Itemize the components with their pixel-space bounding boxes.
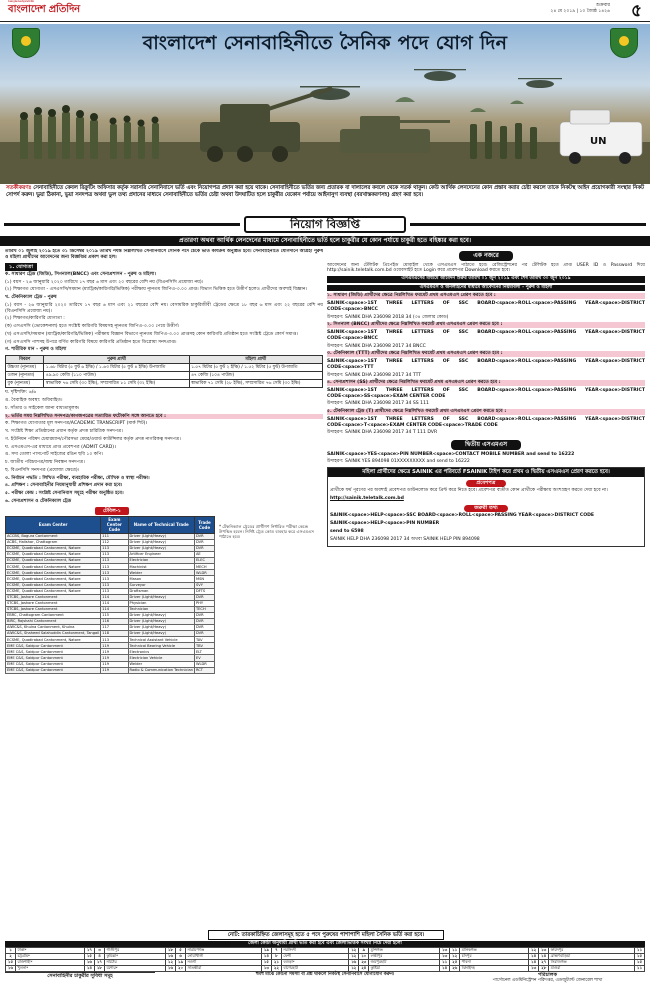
table-cell: ঝিনাইদহ [460,966,529,972]
table-cell: ৪৭ কেজি (১০৪ পাউন্ড) [189,372,322,380]
document-item: ক. শিক্ষাগত যোগ্যতার মূল সনদপত্র/ACADEMIC TRANSCRIPT (মার্ক শিট)। [5,421,148,427]
table-cell: ১.৫৭ মিটার (৫ ফুট ২ ইঞ্চি) / ১.৫২ মিটার (৫ ফুট) উপজাতি [189,364,322,372]
at-a-glance-text: আবেদনের জন্য টেলিটক প্রিপেইড মোবাইল থেকে এসএমএস পাঠাতে হবে। রেজিস্ট্রেশনের পর টেলিটক হতে প্রাপ্ত USER ID ও Password দিয়ে http://sainik.teletalk.com.bd ওয়েবসাইট হতে Login করে প্রবেশপত্র Download করতে হবে। [327,262,645,274]
table-cell: স্বাভাবিক ৭১ সেমি (২৮ ইঞ্চি), সম্প্রসারিত ৭৬ সেমি (৩০ ইঞ্চি) [189,380,322,388]
table-cell: মানিকগঞ্জ [460,948,529,954]
ss-sms-example: উদাহরণ: SAINIK DHA 236098 2017 34 SS 111 [327,401,429,407]
table-cell: STCBS, Jashore Cantonment [6,606,101,612]
table-cell: Driver (Light/Heavy) [128,625,194,631]
table-cell: খুলনা* [16,966,85,972]
technical-education-c: (গ) এসএসসি পাশসহ উপরে বর্ণিত কারিগরি বিষয়ে কারিগরি প্রতিষ্ঠান হতে ডিপ্লোমা সনদপ্রাপ্ত। [5,339,177,345]
table-cell: Electrician Vehicle [128,655,194,661]
table-cell: ECSME, Quadirabad Cantonment, Natore [6,552,101,558]
table-cell: ২৩ [359,960,369,966]
notice-title: নিয়োগ বিজ্ঞপ্তি [244,216,406,233]
technical-education-a: (ক) এসএসসি (ভোকেশনাল) হতে সংশ্লিষ্ট কারিগরি বিষয়সহ ন্যূনতম জিপিএ-৩.০০ পেয়ে উত্তীর্ণ। [5,324,180,330]
table-cell: ১৯ [261,948,271,954]
table-cell: সিরাজগঞ্জ [549,960,635,966]
table-cell: Physician [128,600,194,606]
training: ৪. প্রশিক্ষণ : সেনাবাহিনীর নিয়মানুযায়ী প্রশিক্ষণ প্রদান করা হবে। [5,483,123,489]
table-cell: DVR [194,625,214,631]
marital-status: ঙ. বৈবাহিক অবস্থা: অবিবাহিত। [5,398,63,404]
table-cell: ECSME, Quadirabad Cantonment, Natore [6,588,101,594]
table-cell: 111 [101,533,128,539]
table-cell: 119 [101,655,128,661]
technical-trade-section: ৬. সেনাপ্রশাসন ও টেকনিক্যাল ট্রেড [5,498,72,504]
physical-standard-heading: গ. শারীরিক মান - পুরুষ ও মহিলা [5,347,67,353]
table-cell: নরসিংদী [281,948,348,954]
ttt-sms-example: উদাহরণ: SAINIK DHA 236098 2017 34 TTT [327,372,422,378]
table-cell: ওজন (ন্যূনতম) [6,372,44,380]
help-send-number: send to 6598 [330,528,364,534]
table-cell: Driver (Light/Heavy) [128,546,194,552]
table-cell: ১৬ [6,966,16,972]
helpline-box: হুবহু মাঝে কোনো সমস্যা বা প্রশ্ন থাকলে নিকটস্থ সেনানিবাসে যোগাযোগ করুন। [255,972,395,977]
table-cell: ১৩ [440,948,450,954]
bncc-sms-heading: ২. সিগন্যাল (BNCC) প্রার্থীদের ক্ষেত্রে নিম্নলিখিত ফরমেট প্রথম এসএমএস প্রেরণ করতে হবে : [327,322,645,328]
table-cell: ৭ [271,948,281,954]
table-cell: 118 [101,631,128,637]
table-cell: ১৪ [539,954,549,960]
table-cell: ECSME, Quadirabad Cantonment, Natore [6,558,101,564]
table-cell: DVR [194,631,214,637]
physical-standard-table [5,355,323,388]
table-header: Trade Code [194,516,214,533]
table-cell: ১২ [450,954,460,960]
table-cell: ১২ [165,960,175,966]
table-cell: ELT [194,649,214,655]
quota-header: জেলা কোটা অনুযায়ী প্রার্থী ভর্তি করা হবে এবং জেলাভিত্তিক সংখ্যা নিচে দেয়া হলো [5,941,645,947]
ss-sms-heading: ৪. সেনাপ্রশাসন (SS) প্রার্থীদের ক্ষেত্রে নিম্নলিখিত ফরমেট প্রথম এসএমএস প্রেরণ করতে হবে : [327,380,645,386]
website-link[interactable]: http://sainik.teletalk.com.bd [330,496,404,502]
table-cell: ২৫ [450,960,460,966]
second-sms-heading: দ্বিতীয় এসএমএস [451,440,521,450]
table-cell: Electrician [128,558,194,564]
table-cell: Welder [128,661,194,667]
table-cell: EME C&S, Saidpur Cantonment [6,643,101,649]
table-row [6,667,215,673]
warning-text: সেনাবাহিনীতে কেবল রিক্রুটিং অফিসার কর্তৃক সরাসরি সেনানিবাসে ভর্তি এবং নিয়োগপত্র প্রদান করা হয়ে থাকে। সেনাবাহিনীতে ভর্তির জন্য প্রতারক বা দালালের কবলে থেকে সতর্ক থাকুন। কেউ আর্থিক লেনদেনের কোন প্রস্তাব করার চেষ্টা করলে তাকে নিকটস্থ আইন প্রয়োগকারী সংস্থার নিকট সোপর্দ করুন। [6,185,644,198]
table-cell: DVR [194,618,214,624]
table-cell: চাঁদপুর [460,954,529,960]
table-cell: ১৬ [165,966,175,972]
table-cell: ACCBS, Bogura Cantonment [6,533,101,539]
table-cell: TAV [194,637,214,643]
table-cell: AIWC&S, Khulna Cantonment, Khulna [6,625,101,631]
table-cell: কুষ্টিয়া [369,966,440,972]
table-cell: ECSME, Quadirabad Cantonment, Natore [6,546,101,552]
intro-text: তারিখ ০১ জুলাই ২০১৯ হতে ৩১ ডিসেম্বর ২০১৯ তারিখ পর্যন্ত নিম্নলিখিত সেনানিবাসে সৈনিক পদে চেকে ভর্তি কার্যক্রম অনুষ্ঠিত হবে। সেনাবাহিনীতে যোগদানে আগ্রহী পুরুষ ও মহিলা প্রার্থীদের আবেদনের জন্য বিজ্ঞপ্তির প্রকাশ করা হল। [5,249,323,260]
table-cell: লক্ষীপুর [369,954,440,960]
quota-body [6,948,645,972]
table-cell: ১২ [349,966,359,972]
table-cell: ২১ [271,960,281,966]
table-cell: 113 [101,570,128,576]
document-item: গ. ইউনিয়ন পরিষদ চেয়ারম্যান/পৌরসভা মেয়র/ওয়ার্ড কাউন্সিলর কর্তৃক প্রদত্ত নাগরিকত্ব সনদপত্র। [5,436,181,442]
table-cell: 114 [101,594,128,600]
table-cell: ১৪ [529,954,539,960]
district-quota-table [5,947,645,972]
table-cell: ব্রাহ্মণবাড়িয়া [549,954,635,960]
table-cell: 115 [101,612,128,618]
ttt-sms-format: SAINIK<space>1ST THREE LETTERS OF SSC BOARD<space>ROLL<space>PASSING YEAR<space>DISTRICT CODE<space>TTT [327,359,645,370]
warning-lead: সতর্কীকরণঃ [6,185,32,191]
table-cell: ৬ [175,954,185,960]
table-cell: Radio & Communication Technician [129,667,193,672]
table-cell: EV [194,655,214,661]
table-cell: Driver (Light/Heavy) [128,539,194,545]
table-cell: ১৬ [349,960,359,966]
eyesight: ঘ. দৃষ্টিশক্তি: ৬/৬ [5,390,37,396]
table-cell: PHY [194,600,214,606]
table-row [6,380,323,388]
female-candidate-box [327,467,645,547]
table-cell: Driver (Light/Heavy) [128,594,194,600]
hero-image [0,24,650,184]
table-cell: ১৯ [175,960,185,966]
table-cell: স্বাভাবিক ৭৬ সেমি (৩০ ইঞ্চি), সম্প্রসারিত ৮১ সেমি (৩২ ইঞ্চি) [44,380,189,388]
table-cell: SVY [194,582,214,588]
admit-card-text: প্রার্থীকে ফর্ম পূরণের পর অবশ্যই প্রবেশপত্র ডাউনলোড করে প্রিন্ট করে নিতে হবে। প্রবেশপত্র ব্যতীত কোন প্রার্থীকে পরীক্ষায় অংশগ্রহণ করতে দেয়া হবে না। [330,488,608,494]
table-cell: 119 [101,661,128,667]
document-item: চ. জাতীয় পরিচয়পত্র/জন্ম নিবন্ধন সনদপত্র। [5,460,85,466]
table-cell: ১৫ [84,954,94,960]
table-cell: 113 [101,552,128,558]
table-cell: ১ [6,948,16,954]
issuer-name: পার্সোনেল এডমিনিস্ট্রেশন পরিদপ্তর, এডজুট্যান্ট জেনারেল শাখা [492,978,603,984]
table-cell: ECSME, Quadirabad Cantonment, Natore [6,576,101,582]
documents-heading: ২. ভর্তির সময় নিম্নলিখিত সনদপত্র/কাগজপত্রের সত্যায়িত ফটোকপি সঙ্গে আনতে হবে : [5,414,323,420]
table-cell: ঢাকা* [16,948,85,954]
gd-sms-example: উদাহরণ: SAINIK DHA 236098 2018 34 (৩৪ জেলার কোড) [327,314,449,320]
sms-date-heading: এসএমএসের মাধ্যমে আবেদন শুরুর তারিখ ০১ জুন ২০১৯ এবং শেষ তারিখ ৩০ জুন ২০১৯ [327,276,645,283]
ttt-sms-heading: ৩. টেকনিক্যাল (TTT) প্রার্থীদের ক্ষেত্রে নিম্নলিখিত ফরমেট প্রথম এসএমএস প্রেরণ করতে হবে : [327,351,645,357]
table-cell: ৫ [175,948,185,954]
table-cell: ১৬ [84,960,94,966]
table-cell: DVR [194,594,214,600]
table-cell: DVR [194,539,214,545]
newspaper-logo [8,0,80,17]
table-cell: Driver (Light/Heavy) [128,533,194,539]
t-sms-heading: ৫. টেকনিক্যাল ট্রেড (T) প্রার্থীদের ক্ষেত্রে নিম্নলিখিত ফরমেট প্রথম এসএমএস প্রেরণ করতে হবে : [327,409,645,415]
table-cell: গাজীপুর [104,948,165,954]
table-cell: 113 [101,588,128,594]
table-cell: ১৮ [165,948,175,954]
table-cell: ১৭ [94,960,104,966]
table-cell: DVR [194,546,214,552]
benefits-box [5,972,155,982]
table-cell: রাজশাহী* [16,960,85,966]
t-sms-example: উদাহরণ: SAINIK DHA 236098 2017 34 T 111 DVR [327,430,438,436]
table-cell: ECSME, Quadirabad Cantonment, Natore [6,564,101,570]
table-cell: Mason [128,576,194,582]
left-column [5,249,323,929]
table-cell: Artificer Engineer [128,552,194,558]
masthead [0,0,650,22]
table-cell: AIWC&S, Shaheed Salahuddin Cantonment, Tangail [7,631,100,636]
table-cell: MSN [194,576,214,582]
issuer-role: পরিচালক [538,972,557,978]
table-cell: ১৫ [6,960,16,966]
table-cell: ECSME, Quadirabad Cantonment, Natore [6,582,101,588]
table-cell: 114 [101,600,128,606]
table-cell: পাবনা [460,960,529,966]
army-emblem-right-icon [610,28,638,58]
table-header: বিবরণ [6,356,44,364]
bncc-sms-example: উদাহরণ: SAINIK DHA 236098 2017 34 BNCC [327,343,426,349]
important-info-heading: জরুরী তথ্য [464,505,508,513]
issue-date: ২৪ মে ২০১৯ | ১০ জ্যৈষ্ঠ ১৪২৬ [550,8,610,14]
table-cell: TECH [194,606,214,612]
table-cell: ২ [6,954,16,960]
table-cell: BIRC, Rajshahi Cantonment [6,618,101,624]
table-cell: Technical Assistant Vehicle [128,637,194,643]
table-cell: ১৩ [440,954,450,960]
table-cell: WLDR [194,570,214,576]
table-cell: সাতক্ষীরা [185,966,261,972]
table-cell: EME C&S, Saidpur Cantonment [6,667,101,673]
table-cell: ফরিদপুর [549,948,635,954]
exam-center: ৫. পরীক্ষা কেন্দ্র : সংশ্লিষ্ট সেনানিবাস সমূহে পরীক্ষা অনুষ্ঠিত হবে। [5,490,124,496]
t-sms-format: SAINIK<space>1ST THREE LETTERS OF SSC BOARD<space>ROLL<space>PASSING YEAR<space>DISTRICT CODE<space>T<space>EXAM CENTER CODE<space>TRADE CODE [327,416,645,428]
gd-sms-format: SAINIK<space>1ST THREE LETTERS OF SSC BOARD<space>ROLL<space>PASSING YEAR<space>DISTRICT CODE<space>BNCC [327,301,645,312]
gd-sms-heading: ১. সাধারণ (জিডি) প্রার্থীদের ক্ষেত্রে নিম্নলিখিত ফরমেট প্রথম এসএমএস প্রেরণ করতে হবে : [327,293,645,299]
bncc-sms-format: SAINIK<space>1ST THREE LETTERS OF SSC BOARD<space>ROLL<space>PASSING YEAR<space>DISTRICT CODE<space>BNCC [327,330,645,341]
table-cell: ১১ [635,948,645,954]
date-area [550,3,610,14]
exam-center-table [5,516,215,674]
table-cell: DVR [194,533,214,539]
table-cell: Technician [128,606,194,612]
page-number: ৫ [630,1,642,21]
table-header: Name of Technical Trade [128,516,194,533]
notice-subtitle: প্রতারণা অথবা আর্থিক লেনদেনের মাধ্যমে সেনাবাহিনীতে ভর্তি হলে চাকুরীর যে কোন পর্যায়ে চাকুরী হতে বহিষ্কার করা হবে। [0,236,650,246]
help-format-1: SAINIK<space>HELP<space>SSC BOARD<space>ROLL<space>PASSING YEAR<space>DISTRICT CODE [330,513,595,519]
table-cell: ECSME, Quadirabad Cantonment, Natore [6,637,101,643]
issuer-box [450,972,645,982]
table-header: পুরুষ প্রার্থী [44,356,189,364]
table-cell: ১২ [529,948,539,954]
table-cell: MECH [194,564,214,570]
table-cell: মুন্সিগঞ্জ [369,948,440,954]
table-cell: 113 [101,564,128,570]
table-row [6,966,645,972]
table-cell: WLDR [194,661,214,667]
table-cell: Driver (Light/Heavy) [128,612,194,618]
un-marking: UN [590,136,607,147]
table-cell: ১১ [450,948,460,954]
table-cell: 119 [101,667,128,673]
table-cell: STCBS, Jashore Cantonment [6,600,101,606]
table-cell: 114 [101,606,128,612]
table-cell: ১৩ [529,966,539,972]
general-education: (২) শিক্ষাগত যোগ্যতা - এসএসসি/সমমান (ম্যাট্রিক/কারিগরি/ভিত্তিক) পরীক্ষায় ন্যূনতম জিপিএ-৩.০০ প্রাপ্ত। বিভাগ ভিত্তিক হতে উত্তীর্ণ হলেও প্রার্থীদের অবশ্যই বিজ্ঞান। [5,287,308,293]
table-cell: ২৭ [539,960,549,966]
second-sms-example: উদাহরণ: SAINIK YES 894098 01XXXXXXXXX and send to 16222 [327,459,470,465]
table-1-title: টেবিল-১ [95,507,129,514]
table-cell: নারায়ণগঞ্জ [185,948,261,954]
table-cell: Draftsman [128,588,194,594]
table-cell: ১৩ [539,948,549,954]
table-cell: DVR [194,612,214,618]
document-item: ঘ. এসএমএস-এর মাধ্যমে প্রাপ্ত প্রবেশপত্র (ADMIT CARD)। [5,444,116,450]
table-cell: ১৫ [261,960,271,966]
table-cell: ২০ [175,966,185,972]
table-cell: ১৪ [261,954,271,960]
document-item: খ. সংশ্লিষ্ট শিক্ষা প্রতিষ্ঠানের প্রধান কর্তৃক প্রদত্ত চারিত্রিক সনদপত্র। [5,429,123,435]
table-cell: উচ্চতা (ন্যূনতম) [6,364,44,372]
table-header: মহিলা প্রার্থী [189,356,322,364]
table-cell: ২৬ [450,966,460,972]
table-cell: ১৫ [635,954,645,960]
table-cell: Welder [128,570,194,576]
quota-note: নোট: তারকাচিহ্নিত জেলাসমূহ হতে ৫ পদে পুরুষের পাশাপাশি মহিলা সৈনিক ভর্তি করা হবে। [208,930,444,940]
benefits-heading: সেনাবাহিনীর চাকুরীর সুবিধা সমূহ [47,973,113,979]
table-cell: ১৪ [529,960,539,966]
table-cell: বগুড়া* [281,960,348,966]
general-age: (১) বয়স - ২৬ জানুয়ারি ২০২০ তারিখে ১৭ বছর ৬ মাস এবং ২০ বছরের বেশি নয় (বিএনসিসি প্রযোজ্য নয়)। [5,279,204,285]
issue-day: শুক্রবার [596,3,610,8]
table-cell: TBV [194,643,214,649]
exam-table-body [6,533,215,673]
table-cell: ফেনী [281,954,348,960]
table-cell: 119 [101,649,128,655]
technical-trade-heading: খ. টেকনিক্যাল ট্রেড - পুরুষ [5,295,57,301]
warning-tail: ভুয়া ঠিকানা, ভুয়া সনদপত্র অথবা ভুল তথ্য প্রদানের মাধ্যমে সেনাবাহিনীতে ভর্তির চেষ্টা অথবা উদঘাটিত হলে চাকুরীর যেকোন পর্যায়ে আইনানুগ ব্যবস্থা (বরখাস্তকরণসহ) গ্রহণ করা হবে। [36,191,424,198]
swimming-cycling: চ. সাঁতার ও সাইকেল জানা বাধ্যতামূলক। [5,405,80,411]
table-cell: ১২ [349,954,359,960]
table-cell: 113 [101,558,128,564]
table-cell: EME C&S, Saidpur Cantonment [6,655,101,661]
table-cell: ECSME, Quadirabad Cantonment, Natore [6,570,101,576]
table-cell: ২২ [271,966,281,972]
table-cell: STCBS, Jashore Cantonment [6,594,101,600]
table-cell: ১২ [349,948,359,954]
table-cell: ১৮ [94,966,104,972]
right-column [327,249,645,929]
table-cell: ১০ [359,954,369,960]
general-trade-heading: ক. সাধারণ ট্রেড (জিডি), সিগন্যাল(BNCC) এবং সেনাপ্রশাসন - পুরুষ ও মহিলা। [5,271,156,277]
table-cell: ২৮ [539,966,549,972]
table-cell: নাটোর [104,960,165,966]
table-row [6,372,323,380]
table-header: Exam Center [6,516,101,533]
table-cell: ৮ [271,954,281,960]
table-cell: Driver (Light/Heavy) [128,631,194,637]
table-cell: 117 [101,625,128,631]
table-cell: Machinist [128,564,194,570]
table-cell: কুমিল্লা* [104,954,165,960]
table-cell: ELEC [194,558,214,564]
table-cell: Driver (Light/Heavy) [128,618,194,624]
table-cell: ১৪ [440,966,450,972]
table-cell: EME C&S, Saidpur Cantonment [6,661,101,667]
table-cell: ১১ [635,966,645,972]
table-cell: AE [194,552,214,558]
at-a-glance-heading: এক নজরে [459,251,513,261]
table-cell: 113 [101,546,128,552]
female-candidate-title: মহিলা প্রার্থীদের ক্ষেত্রে SAINIK এর পরিবর্তে FSAINIK টাইপ করে প্রথম ও দ্বিতীয় এসএমএস প্রেরণ করতে হবে। [328,468,644,477]
table-cell: 112 [101,539,128,545]
table-cell: 119 [101,643,128,649]
document-item: ঙ. সদ্য তোলা পাসপোর্ট সাইজের রঙিন ছবি ১০ কপি। [5,452,104,458]
technical-education-b: (খ) এসএসসি/সমমান (ম্যাট্রিক/কারিগরি/ভিত্তিক) পরীক্ষায় বিজ্ঞান বিভাগে ন্যূনতম জিপিএ-৩.০০ প্রাপ্তসহ কোন কারিগরি প্রতিষ্ঠান হতে সংশ্লিষ্ট ট্রেডে কোর্স সমাপ্ত। [5,331,298,337]
table-cell: ২৪ [359,966,369,972]
table-cell: ACBS, Halishar, Chattogram [6,539,101,545]
table-cell: EME C&S, Saidpur Cantonment [6,649,101,655]
table-cell: RCT [194,667,214,673]
table-cell: 113 [101,637,128,643]
table-cell: Surveyor [128,582,194,588]
table-cell: বাগেরহাট [281,966,348,972]
table-cell: ১৫ [635,960,645,966]
technical-age: (১) বয়স - ২৬ জানুয়ারি ২০২০ তারিখে ১৭ বছর ৬ মাস এবং ২১ বছরের বেশি নয়। বেসামরিক চাকুরিজীবী ট্রেডের ক্ষেত্রে ১৮ বছর ৬ মাস এবং ২২ বছরের বেশি নয় (বিএনসিসি প্রযোজ্য নয়)। [5,302,323,314]
table-cell: ৩ [94,948,104,954]
document-item: ছ. বিএনসিসি সনদপত্র (প্রযোজ্য ক্ষেত্রে)। [5,467,80,473]
table-cell: ৪৯.৯০ কেজি (১১০ পাউন্ড) [44,372,189,380]
exam-side-note: * টেকনিক্যাল ট্রেডের প্রার্থীগণ নির্ধারিত পরীক্ষা কেন্দ্রে উপস্থিত হবেন। নির্দিষ্ট ট্রেড কোড ব্যবহার করে এসএমএস পাঠাতে হবে। [219,523,314,540]
table-cell: ১৪ [84,966,94,972]
application-rules-heading: এসএমএস ও অনলাইনের মাধ্যমে আবেদনের নিয়মাবলী - পুরুষ ও মহিলা [327,285,645,292]
ss-sms-format: SAINIK<space>1ST THREE LETTERS OF SSC BOARD<space>ROLL<space>PASSING YEAR<space>DISTRICT CODE<space>SS<space>EXAM CENTER CODE [327,387,645,399]
table-cell: যশোর* [104,966,165,972]
warning-notice [6,185,644,215]
logo-text: বাংলাদেশ প্রতিদিন [8,4,80,15]
table-cell: নোয়াখালী [185,954,261,960]
table-cell: 113 [101,582,128,588]
table-header: Exam Center Code [101,516,128,533]
table-cell: Technical Bearing Vehicle [128,643,194,649]
table-cell: EBRC, Chattogram Cantonment [6,612,101,618]
help-example: SAINIK HELP DHA 236098 2017 34 অথবা SAINIK HELP PIN 894098 [330,536,480,542]
table-cell: নওগাঁ [185,960,261,966]
table-cell: Electronics [128,649,194,655]
table-cell: ১৩ [261,966,271,972]
table-row [6,364,323,372]
table-cell: মাগুরা [549,966,635,972]
table-cell: DFTS [194,588,214,594]
logo-tag: bangladeshpratidin [8,0,34,3]
selection-process: ৩. নির্বাচন পদ্ধতি : লিখিত পরীক্ষা, ব্যবহারিক পরীক্ষা, মৌখিক ও স্বাস্থ্য পরীক্ষা। [5,475,150,481]
help-format-2: SAINIK<space>HELP<space>PIN NUMBER [330,521,440,527]
table-cell: ১১ [440,960,450,966]
table-cell: 116 [101,618,128,624]
table-cell: জয়পুরহাট [369,960,440,966]
table-cell: ৯ [359,948,369,954]
table-cell: চট্টগ্রাম* [16,954,85,960]
table-cell: বুক (ন্যূনতম) [6,380,44,388]
section-eligibility: ১. যোগ্যতা [5,263,37,271]
admit-card-heading: প্রবেশপত্র [466,480,505,488]
table-cell: 113 [101,576,128,582]
hero-title: বাংলাদেশ সেনাবাহিনীতে সৈনিক পদে যোগ দিন [142,32,508,54]
table-cell: ১৭ [84,948,94,954]
technical-education-heading: (২) শিক্ষাগত/কারিগরি যোগ্যতা : [5,316,65,322]
table-cell: ১৬ [165,954,175,960]
army-emblem-left-icon [12,28,40,58]
table-cell: ৪ [94,954,104,960]
exam-center-wrap [5,516,323,674]
second-sms-format: SAINIK<space>YES<space>PIN NUMBER<space>CONTACT MOBILE NUMBER and send to 16222 [327,451,575,457]
table-cell: ১.৬৮ মিটার (৫ ফুট ৬ ইঞ্চি) / ১.৬৩ মিটার (৫ ফুট ৪ ইঞ্চি) উপজাতি [44,364,189,372]
